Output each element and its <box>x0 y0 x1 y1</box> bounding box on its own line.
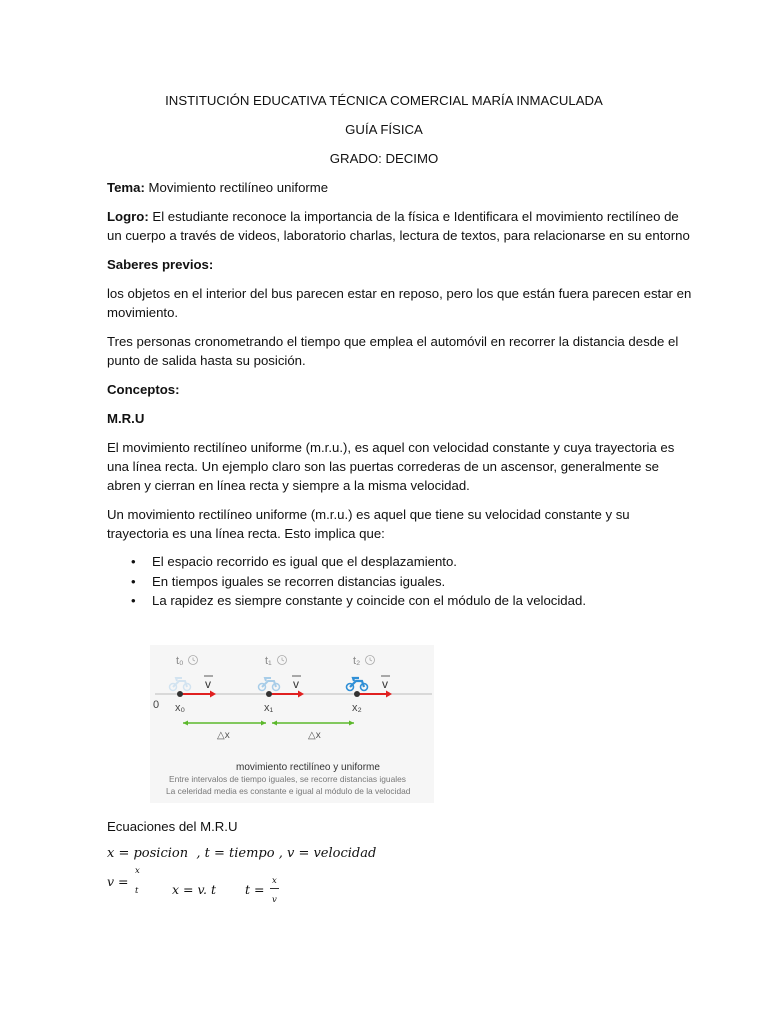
saberes-heading: Saberes previos: <box>107 257 214 272</box>
delta-x-label: △x <box>217 730 230 741</box>
equation-t-denominator: v <box>272 895 277 905</box>
list-item: • El espacio recorrido es igual que el desplazamiento. <box>131 554 457 569</box>
v-label: v <box>293 677 299 691</box>
logro-line-2: un cuerpo a través de videos, laboratorio charlas, lectura de textos, para relacionarse en su entorno <box>107 228 690 243</box>
mru-heading: M.R.U <box>107 411 145 426</box>
saberes-p2-line-1: Tres personas cronometrando el tiempo que emplea el automóvil en recorrer la distancia desde el <box>107 334 679 349</box>
logro-label: Logro: <box>107 209 149 224</box>
saberes-p2-line-2: punto de salida hasta su posición. <box>107 353 306 368</box>
institution-title: INSTITUCIÓN EDUCATIVA TÉCNICA COMERCIAL MARÍA INMACULADA <box>165 93 603 108</box>
position-dot-x1 <box>266 691 272 697</box>
conceptos-p1-line-3: abren y cierran en línea recta y siempre a la misma velocidad. <box>107 478 470 493</box>
equation-x: x = v. t <box>172 882 217 897</box>
list-item: • En tiempos iguales se recorren distancias iguales. <box>131 573 446 589</box>
properties-list <box>107 552 586 611</box>
motorbike-icon <box>170 678 191 691</box>
conceptos-p1-line-2: una línea recta. Un ejemplo claro son las puertas correderas de un ascensor, generalmente se <box>107 459 659 474</box>
tema-label: Tema: <box>107 180 145 195</box>
variable-definitions: x = posicion , t = tiempo , v = velocidad <box>107 846 377 861</box>
delta-x-label: △x <box>308 730 321 741</box>
velocity-arrow <box>180 691 216 698</box>
x0-label: x₀ <box>175 702 186 714</box>
delta-x-arrow <box>183 721 266 726</box>
figure-caption-title: movimiento rectilíneo y uniforme <box>236 762 380 773</box>
t1-label: t₁ <box>265 655 272 667</box>
equation-t-numerator: x <box>272 876 277 886</box>
t2-label: t₂ <box>353 655 361 667</box>
v-label: v <box>205 677 211 691</box>
motorbike-icon <box>259 678 280 691</box>
figure-caption-line-1: Entre intervalos de tiempo iguales, se recorre distancias iguales <box>169 774 406 784</box>
tema-line <box>107 178 328 197</box>
conceptos-p1-line-1: El movimiento rectilíneo uniforme (m.r.u.), es aquel con velocidad constante y cuya trayectoria es <box>107 440 675 455</box>
conceptos-p2-line-1: Un movimiento rectilíneo uniforme (m.r.u.) es aquel que tiene su velocidad constante y su <box>107 507 630 522</box>
fraction-bar <box>270 888 279 889</box>
guide-title: GUÍA FÍSICA <box>345 122 423 137</box>
tema-text: Movimiento rectilíneo uniforme <box>148 180 329 195</box>
conceptos-heading: Conceptos: <box>107 382 180 397</box>
grade-title: GRADO: DECIMO <box>329 151 439 166</box>
t0-label: t₀ <box>176 655 184 667</box>
saberes-p1-line-2: movimiento. <box>107 305 179 320</box>
equation-v-denominator: t <box>135 886 139 896</box>
velocity-arrow <box>357 691 392 698</box>
delta-x-arrow <box>272 721 354 726</box>
x1-label: x₁ <box>264 702 274 714</box>
equation-v-numerator: x <box>135 866 140 876</box>
equations-heading: Ecuaciones del M.R.U <box>107 819 238 834</box>
logro-text-1: El estudiante reconoce la importancia de la física e Identificara el movimiento rectilíneo de <box>152 209 679 224</box>
equation-v-lhs: v = <box>107 874 129 889</box>
mru-diagram <box>150 645 434 803</box>
list-item: • La rapidez es siempre constante y coincide con el módulo de la velocidad. <box>131 593 586 608</box>
saberes-p1-line-1: los objetos en el interior del bus parecen estar en reposo, pero los que están fuera parecen estar en <box>107 286 692 301</box>
figure-caption-line-2: La celeridad media es constante e igual al módulo de la velocidad <box>166 786 411 796</box>
velocity-arrow <box>269 691 304 698</box>
conceptos-p2-line-2: trayectoria es una línea recta. Esto implica que: <box>107 526 385 541</box>
v-label: v <box>382 677 388 691</box>
position-dot-x0 <box>177 691 183 697</box>
logro-line-1 <box>107 207 679 226</box>
position-dot-x2 <box>354 691 360 697</box>
equation-t-lhs: t = <box>245 882 265 897</box>
origin-label: 0 <box>153 699 160 711</box>
x2-label: x₂ <box>352 702 362 714</box>
motorbike-icon <box>347 678 368 691</box>
